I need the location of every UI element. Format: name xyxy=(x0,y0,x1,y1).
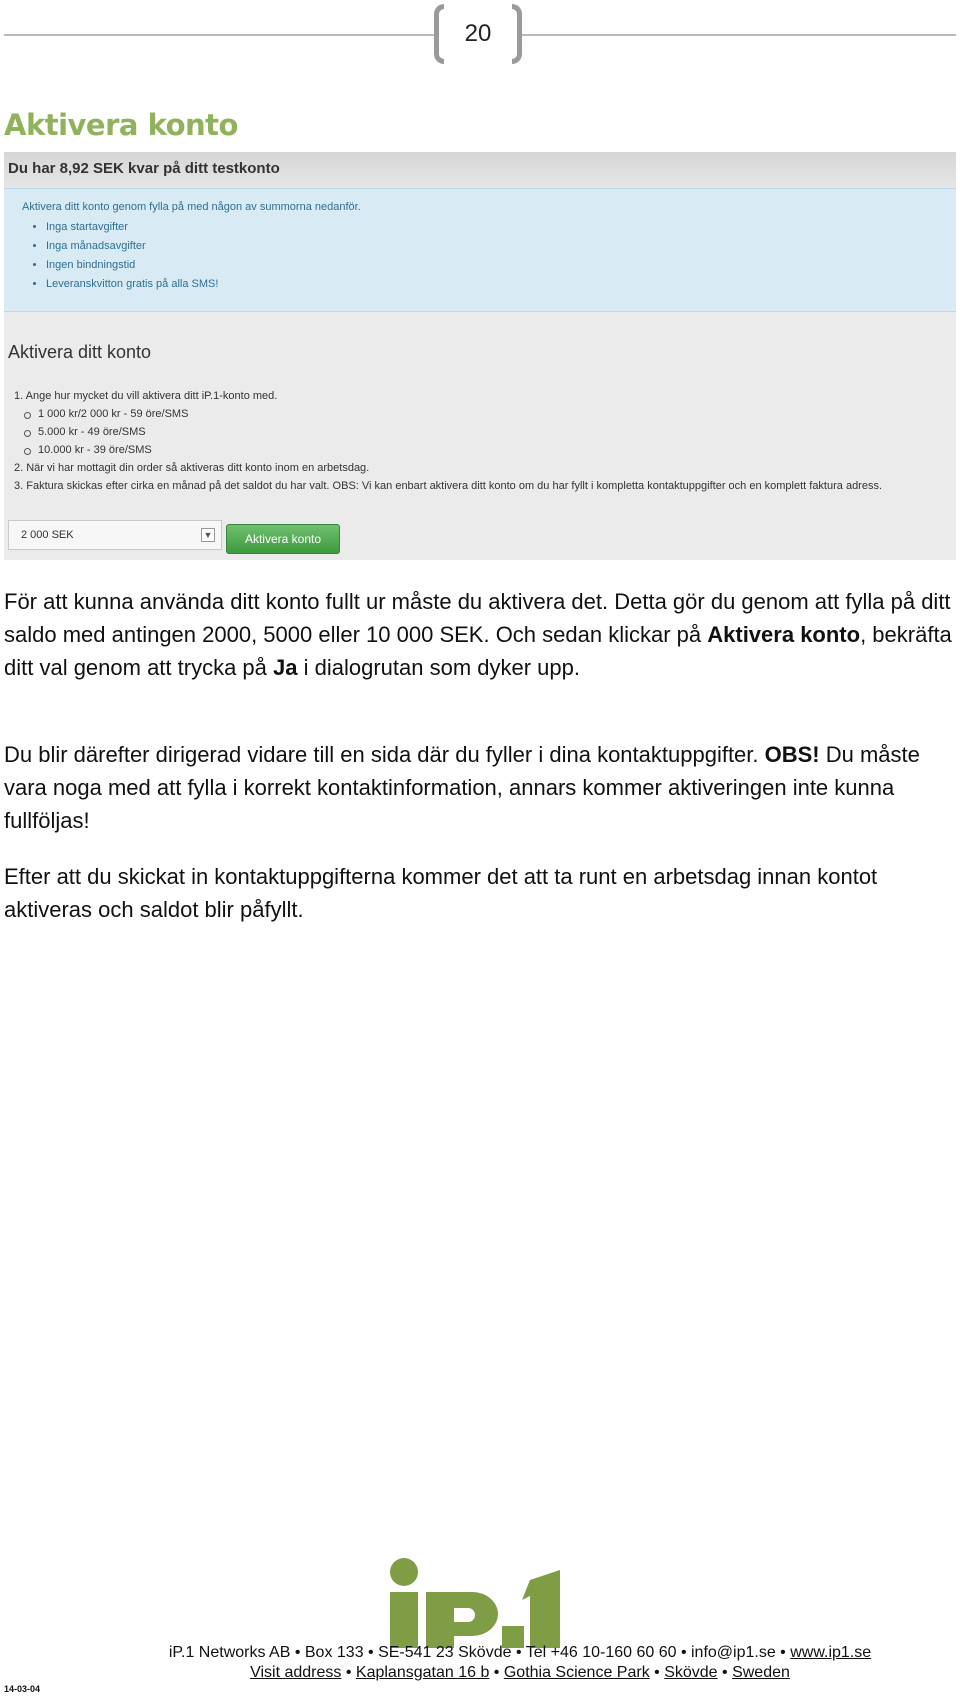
separator: • xyxy=(717,1664,733,1681)
visit-address-link[interactable]: Visit address xyxy=(250,1664,342,1681)
activate-account-heading: Aktivera ditt konto xyxy=(8,342,152,362)
separator: • xyxy=(489,1664,504,1681)
step-2: 2. När vi har mottagit din order så aktiveras ditt konto inom en arbetsdag. xyxy=(14,462,370,474)
paragraph-processing-time: Efter att du skickat in kontaktuppgifterna kommer det att ta runt en arbetsdag innan kontot aktiveras och saldot blir påfyllt. xyxy=(4,864,878,922)
country-link[interactable]: Sweden xyxy=(732,1664,790,1681)
bold-text: OBS! xyxy=(764,742,820,767)
chevron-down-icon[interactable]: ▼ xyxy=(201,528,215,542)
footer-contact-text: iP.1 Networks AB • Box 133 • SE-541 23 Skövde • Tel +46 10-160 60 60 • info@ip1.se • xyxy=(168,1644,791,1661)
balance-heading: Du har 8,92 SEK kvar på ditt testkonto xyxy=(8,160,280,177)
paragraph-activation xyxy=(4,585,956,684)
info-box xyxy=(4,188,956,312)
list-item: • Ingen bindningstid xyxy=(46,259,218,278)
bracket-right-icon xyxy=(512,4,522,64)
page-number-badge xyxy=(434,4,522,64)
header-rule-left xyxy=(4,34,434,36)
separator: • xyxy=(649,1664,665,1681)
bracket-left-icon xyxy=(434,4,444,64)
balance-bar xyxy=(4,152,956,188)
step-1: 1. Ange hur mycket du vill aktivera ditt iP.1-konto med. xyxy=(14,390,278,402)
text: Du blir därefter dirigerad vidare till en sida där du fyller i dina kontaktuppgifter. xyxy=(4,742,765,767)
option-item: 1 000 kr/2 000 kr - 59 öre/SMS xyxy=(38,408,189,420)
activation-screenshot xyxy=(4,152,956,560)
amount-select[interactable] xyxy=(8,520,222,550)
text: i dialogrutan som dyker upp. xyxy=(297,655,581,680)
amount-select-value: 2 000 SEK xyxy=(21,529,74,541)
option-item: 10.000 kr - 39 öre/SMS xyxy=(38,444,152,456)
text: Du måste vara noga med att fylla i korrekt kontaktinformation, annars kommer aktiveringen inte kunna fullföljas! xyxy=(4,742,920,833)
footer-address-line xyxy=(40,1664,960,1682)
text: För att kunna använda ditt konto fullt ur måste du aktivera det. Detta gör du genom att fylla på ditt saldo med antingen 2000, 5000 eller 10 000 SEK. Och sedan klickar på xyxy=(4,589,951,647)
bold-text: Ja xyxy=(273,655,298,680)
paragraph-contact-info xyxy=(4,738,956,837)
website-link[interactable]: www.ip1.se xyxy=(790,1644,872,1661)
text: , bekräfta ditt val genom att trycka på xyxy=(4,622,952,680)
step-3: 3. Faktura skickas efter cirka en månad på det saldot du har valt. OBS: Vi kan enbart aktivera ditt konto om du har fyllt i kompletta kontaktuppgifter och en komplett faktura adress. xyxy=(14,480,883,492)
street-link[interactable]: Kaplansgatan 16 b xyxy=(355,1664,490,1681)
section-title: Aktivera konto xyxy=(4,108,238,142)
separator: • xyxy=(341,1664,356,1681)
activate-account-button[interactable]: Aktivera konto xyxy=(226,524,340,554)
header-rule-right xyxy=(522,34,956,36)
list-item: • Leveranskvitton gratis på alla SMS! xyxy=(46,278,218,297)
list-item: • Inga startavgifter xyxy=(46,221,218,240)
benefits-list xyxy=(26,221,218,297)
ip1-logo xyxy=(384,1556,574,1650)
list-item: • Inga månadsavgifter xyxy=(46,240,218,259)
page-number: 20 xyxy=(464,20,492,47)
bold-text: Aktivera konto xyxy=(707,622,861,647)
document-date: 14-03-04 xyxy=(4,1684,41,1694)
city-link[interactable]: Skövde xyxy=(664,1664,718,1681)
footer-contact-line xyxy=(40,1644,960,1662)
info-intro: Aktivera ditt konto genom fylla på med någon av summorna nedanför. xyxy=(22,201,361,213)
science-park-link[interactable]: Gothia Science Park xyxy=(503,1664,650,1681)
option-item: 5.000 kr - 49 öre/SMS xyxy=(38,426,146,438)
